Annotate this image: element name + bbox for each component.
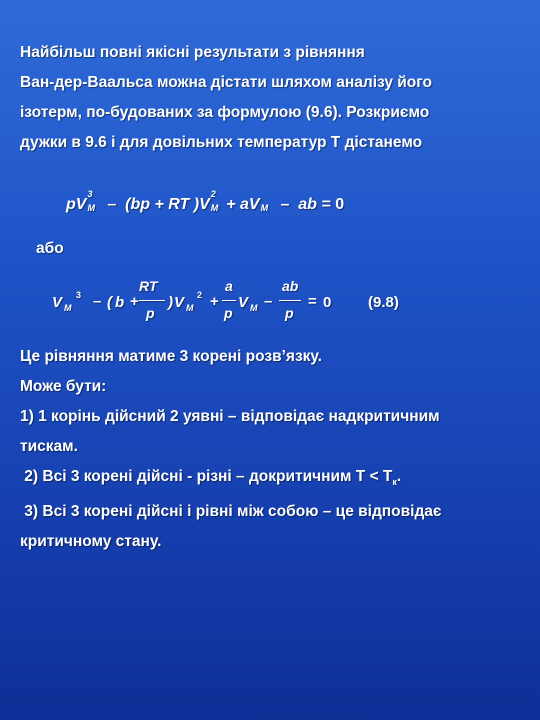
eq1-open: ( [125,196,131,213]
eq1-V: V [75,196,87,213]
eq1-sub-M2: M [210,203,219,213]
eq2-b: b [115,294,125,311]
eq2-frac3-den: p [285,305,294,321]
eq1-aV: aV [240,196,260,213]
eq2-plus2: + [210,293,219,310]
eq2-sub-M3: M [250,303,258,313]
eq2-close: ) [168,294,173,311]
eq2-frac2-den: p [224,305,233,321]
eq2-minus1: – [93,293,102,310]
eq2-frac1-num: RT [139,278,158,294]
equation-number: (9.8) [368,294,399,311]
eq1-plus1: + [154,196,164,213]
intro-paragraph [20,38,525,158]
connector-word: або [36,240,64,257]
eq1-close: ) [193,196,200,213]
eq2-sub-M1: M [64,303,72,313]
roots-line-1: Це рівняння матиме 3 корені розв’язку. [20,348,322,365]
eq2-minus2: – [264,293,273,310]
eq2-frac3-num: ab [282,278,299,294]
eq2-zero: 0 [323,294,332,311]
eq2-V3: V [238,294,249,311]
critical-subscript: к [392,477,397,488]
eq1-V2: V [199,196,210,213]
eq1-ab: ab [298,196,317,213]
eq1-equals: = [321,196,331,213]
equation-expanded [66,189,345,214]
eq2-frac1-bar [139,300,165,301]
intro-line-4: дужки в 9.6 і для довільних температур Т дістанемо [20,134,423,151]
eq1-bp: bp [130,196,151,213]
eq1-minus2: – [280,196,290,213]
eq2-frac2-bar [222,300,236,301]
intro-line-1: Найбільш повні якісні результати з рівняння [20,44,365,61]
eq2-frac1-den: p [146,305,155,321]
intro-line-3: ізотерм, по-будованих за формулою (9.6). Розкриємо [20,104,430,121]
intro-line-2: Ван-дер-Ваальса можна дістати шляхом аналізу його [20,74,432,91]
roots-line-4: тискам. [20,438,78,455]
roots-line-7: критичному стану. [20,533,162,551]
roots-line-5-text: 2) Всі 3 корені дійсні - різні – докритичним Т < Т [20,468,393,485]
eq2-equals: = [308,293,317,310]
roots-line-5 [20,462,525,497]
eq2-V2: V [174,294,185,311]
eq2-frac2-num: a [225,278,233,294]
eq1-plus2: + [226,196,236,213]
roots-line-6: 3) Всі 3 корені дійсні і рівні між собою – це відповідає [20,503,442,521]
eq1-zero: 0 [335,196,345,213]
eq1-exp2: 2 [210,189,216,199]
eq2-exp3: 3 [76,290,82,300]
roots-line-5-period: . [396,468,402,485]
eq1-p: p [66,196,76,213]
eq2-plus1: + [130,293,139,310]
eq2-exp2: 2 [197,290,203,300]
roots-paragraph [20,342,525,557]
eq2-frac3-bar [279,300,301,301]
eq2-V1: V [52,294,63,311]
eq1-minus1: – [107,196,117,213]
eq1-sub-M1: M [87,203,95,213]
eq2-sub-M2: M [186,303,194,313]
eq1-exp3: 3 [87,189,93,199]
roots-line-2: Може бути: [20,378,107,395]
eq2-open: ( [107,294,112,311]
eq1-sub-M3: M [260,203,269,213]
eq1-RT: RT [168,196,190,213]
equation-normalized [40,280,460,340]
roots-line-3: 1) 1 корінь дійсний 2 уявні – відповідає надкритичним [20,408,440,425]
